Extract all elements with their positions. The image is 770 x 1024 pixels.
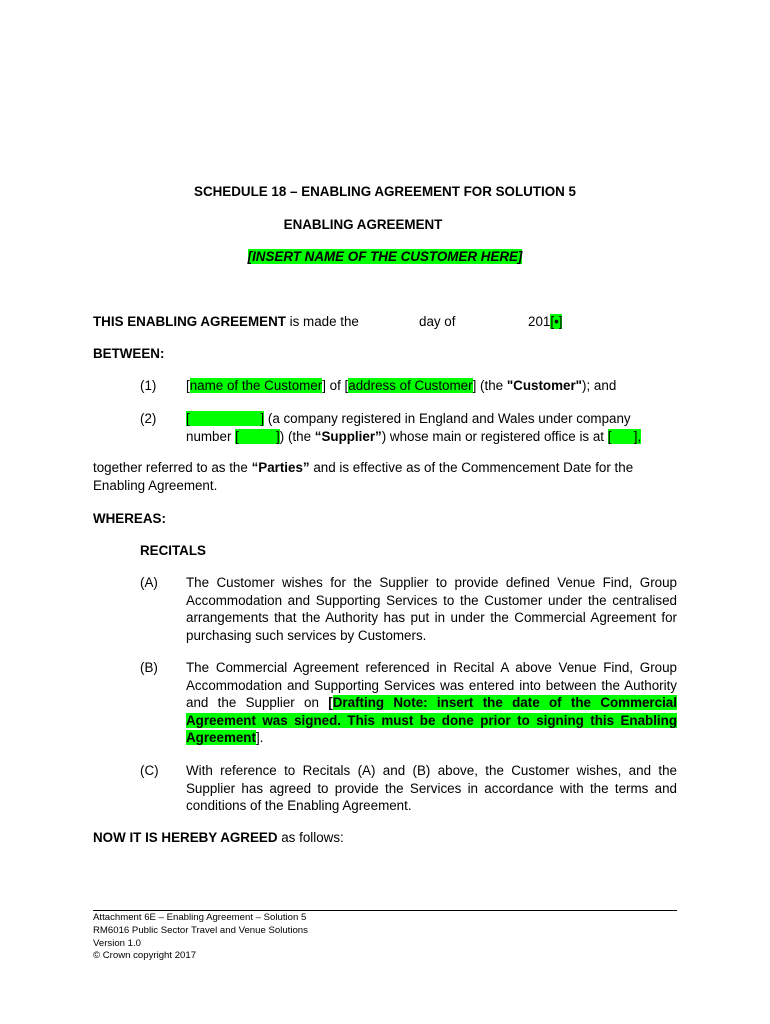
- recital-b-text: [186, 659, 677, 747]
- supplier-defined-term: “Supplier”: [314, 428, 382, 444]
- opening-day-of: day of: [419, 314, 456, 329]
- party-1-number: (1): [140, 378, 157, 393]
- party-1-end: ); and: [582, 378, 617, 393]
- year-prefix: 201: [528, 314, 551, 329]
- party-1-bracket: [: [186, 378, 190, 393]
- recital-b-bracket-close: ].: [255, 730, 264, 746]
- customer-name-placeholder: [INSERT NAME OF THE CUSTOMER HERE]: [247, 249, 523, 264]
- together-paragraph: [93, 459, 677, 494]
- supplier-name-field: [ ]: [186, 411, 265, 426]
- agreed-bold: NOW IT IS HEREBY AGREED: [93, 830, 278, 845]
- party-2-text-2b: ) (the: [279, 428, 315, 444]
- footer-line-4: © Crown copyright 2017: [93, 950, 197, 962]
- customer-name-field: name of the Customer: [189, 378, 323, 393]
- customer-defined-term: "Customer": [506, 378, 583, 393]
- party-2-text-1: (a company registered in England and Wales under company: [264, 411, 631, 426]
- party-2-number: (2): [140, 411, 157, 426]
- party-2-text-2c: ) whose main or registered office is at: [381, 428, 608, 444]
- opening-lead-rest: is made the: [285, 314, 359, 329]
- party-2-text: [186, 410, 677, 445]
- footer-divider: [93, 910, 677, 911]
- between-label: BETWEEN:: [93, 346, 165, 361]
- recital-a-letter: (A): [140, 575, 158, 590]
- party-1-text: [186, 377, 677, 395]
- agreed-line: [93, 829, 344, 847]
- customer-address-field: address of Customer: [348, 378, 473, 393]
- registered-office-field: [ ],: [607, 428, 642, 444]
- party-1-mid: ] of [: [322, 378, 349, 393]
- schedule-title: SCHEDULE 18 – ENABLING AGREEMENT FOR SOLUTION 5: [194, 184, 576, 199]
- opening-line: [93, 313, 359, 331]
- party-2-line-2: [186, 428, 677, 446]
- party-2-text-2a: number: [186, 428, 236, 444]
- footer-line-3: Version 1.0: [93, 937, 142, 949]
- recitals-label: RECITALS: [140, 543, 206, 558]
- page-footer: [93, 912, 308, 963]
- opening-lead-bold: THIS ENABLING AGREEMENT: [93, 314, 286, 329]
- footer-line-1: Attachment 6E – Enabling Agreement – Solution 5: [93, 912, 307, 923]
- whereas-label: WHEREAS:: [93, 511, 166, 526]
- footer-line-2: RM6016 Public Sector Travel and Venue Solutions: [93, 924, 308, 936]
- year-placeholder: [•]: [550, 314, 563, 329]
- recital-c-text: With reference to Recitals (A) and (B) above, the Customer wishes, and the Supplier has agreed to provide the Services in accordance with the terms and conditions of the Enabling Agreement.: [186, 763, 677, 814]
- together-pre: together referred to as the: [93, 460, 252, 475]
- recital-c-letter: (C): [140, 763, 159, 778]
- opening-year: [528, 313, 562, 331]
- together-post: and is effective as of the Commencement Date for the Enabling Agreement.: [93, 460, 634, 493]
- agreed-rest: as follows:: [277, 830, 344, 845]
- recital-a-text: The Customer wishes for the Supplier to provide defined Venue Find, Group Accommodation and Supporting Services to the Customer under the centralised arrangements that the Authority has put in under the Commercial Agreement for purchasing such services by Customers.: [186, 575, 677, 643]
- recital-b-bracket-open: [: [328, 695, 333, 711]
- agreement-title: ENABLING AGREEMENT: [283, 217, 443, 232]
- parties-defined-term: “Parties”: [251, 460, 310, 475]
- recital-b-letter: (B): [140, 660, 158, 675]
- drafting-note: Drafting Note: insert the date of the Commercial Agreement was signed. This must be done prior to signing this Enabling Agreement: [186, 695, 677, 746]
- company-number-field: [ ]: [235, 428, 280, 444]
- party-1-tail: ] (the: [472, 378, 507, 393]
- party-2-line-1: [186, 410, 677, 428]
- recital-b-body: The Commercial Agreement referenced in Recital A above Venue Find, Group Accommodation and Supporting Services was entered into between the Authority and the Supplier on: [186, 660, 677, 711]
